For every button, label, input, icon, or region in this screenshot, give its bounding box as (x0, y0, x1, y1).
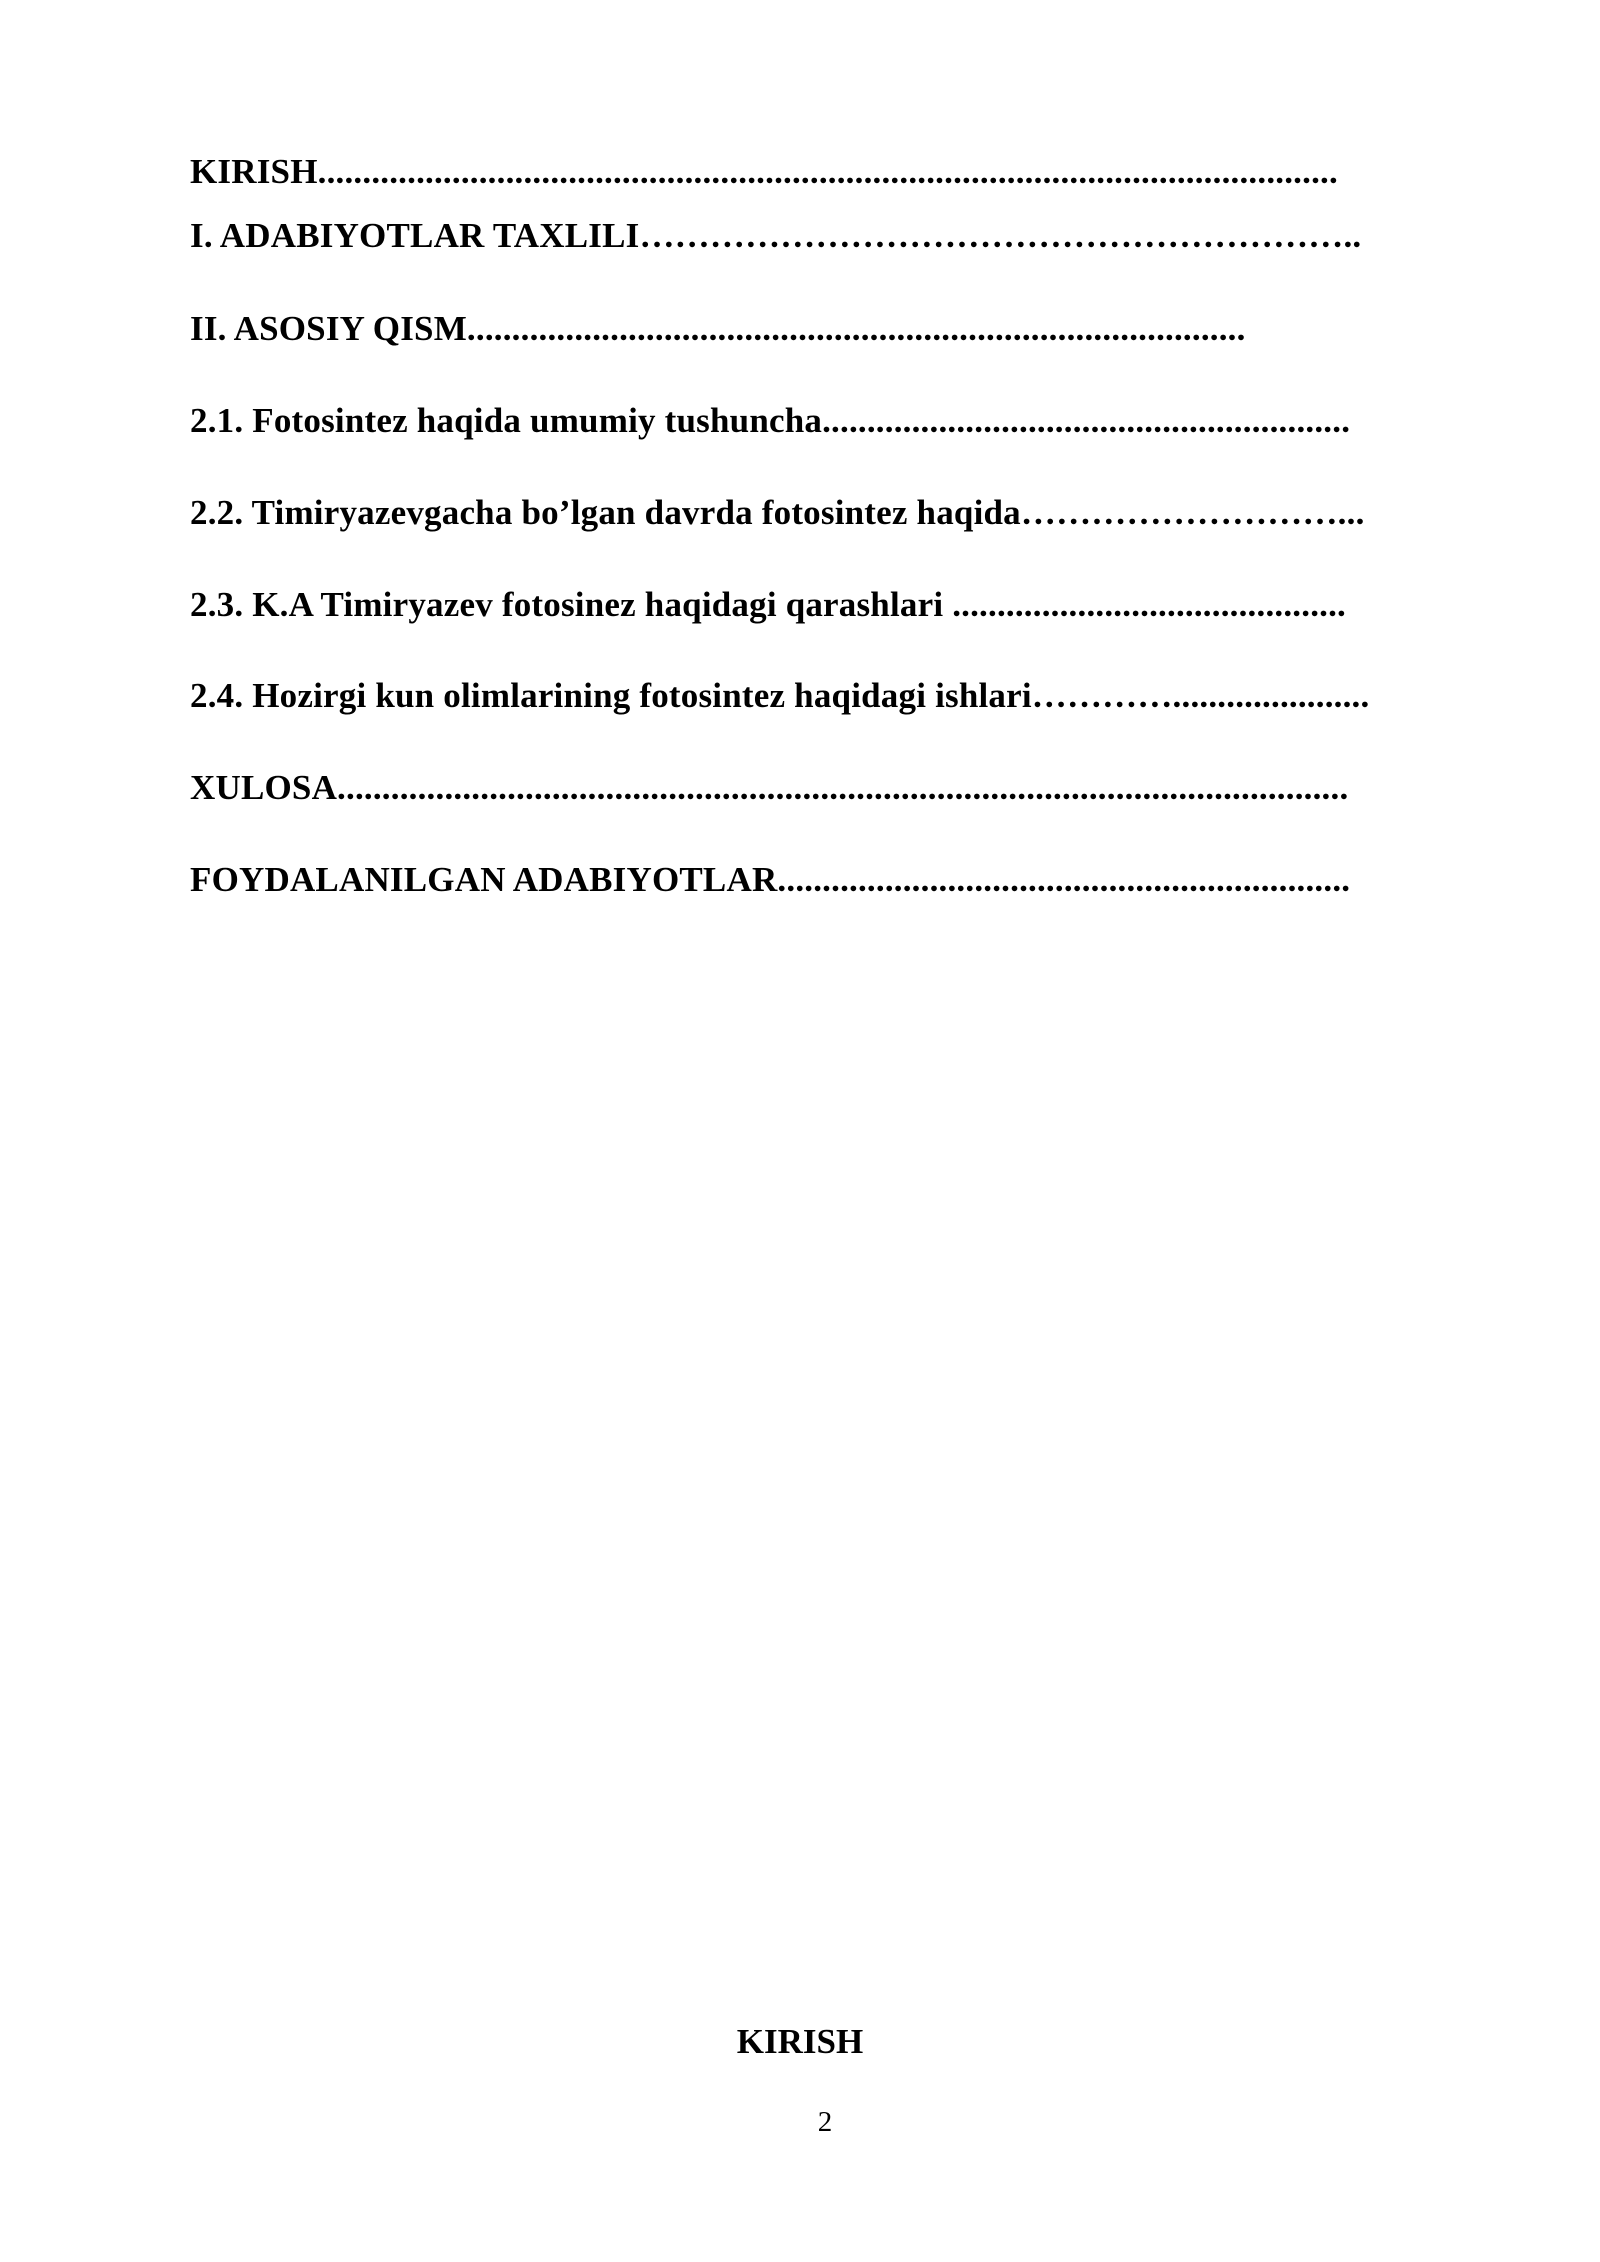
toc-entry-2-4: 2.4. Hozirgi kun olimlarining fotosintez haqidagi ishlari…………...................... (190, 676, 1370, 715)
toc-entry-2-3: 2.3. K.A Timiryazev fotosinez haqidagi qarashlari ............................................ (190, 585, 1347, 624)
section-heading-kirish: KIRISH (736, 2022, 864, 2061)
toc-entry-2-1: 2.1. Fotosintez haqida umumiy tushuncha........................................................... (190, 401, 1351, 440)
toc-entry-foydalanilgan-adabiyotlar: FOYDALANILGAN ADABIYOTLAR................................................................ (190, 860, 1351, 899)
toc-entry-kirish: KIRISH.................................................................................................................. (190, 152, 1338, 191)
toc-entry-2-2: 2.2. Timiryazevgacha bo’lgan davrda fotosintez haqida………………………... (190, 493, 1365, 532)
toc-entry-xulosa: XULOSA................................................................................................................. (190, 768, 1349, 807)
toc-entry-asosiy-qism: II. ASOSIY QISM....................................................................................... (190, 309, 1246, 348)
page-number: 2 (817, 2106, 833, 2138)
toc-entry-adabiyotlar-taxlili: I. ADABIYOTLAR TAXLILI…………………………………………………….. (190, 216, 1362, 255)
